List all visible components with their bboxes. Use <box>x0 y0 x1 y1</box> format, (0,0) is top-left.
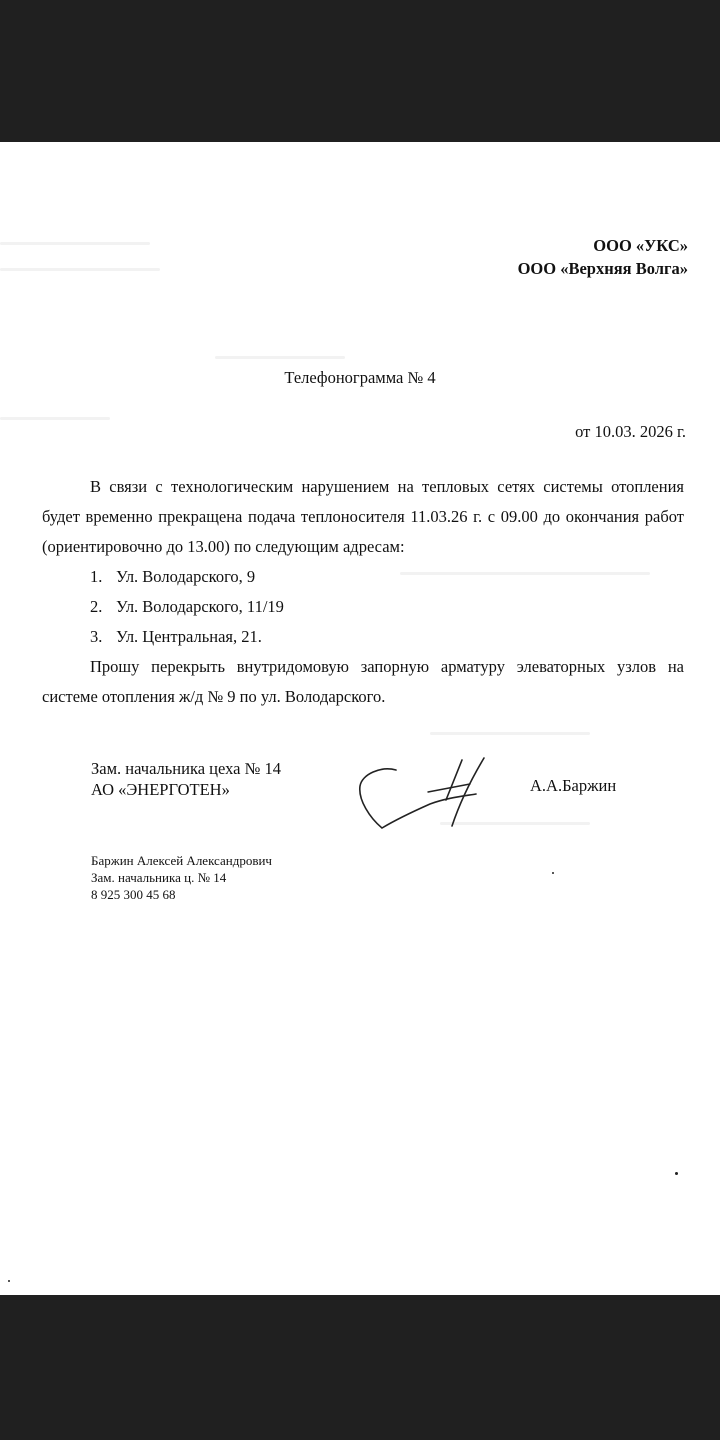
document-page <box>0 142 720 1295</box>
address-item <box>42 622 684 652</box>
recipient-2: ООО «Верхняя Волга» <box>517 259 688 278</box>
signer-block <box>91 758 281 800</box>
address-text: Ул. Центральная, 21. <box>116 627 262 646</box>
contact-phone: 8 925 300 45 68 <box>91 887 176 902</box>
speck <box>675 1172 678 1175</box>
contact-block <box>91 852 272 903</box>
contact-full-name: Баржин Алексей Александрович <box>91 853 272 868</box>
recipient-1: ООО «УКС» <box>593 236 688 255</box>
bleed-through-mark <box>0 268 160 271</box>
bottom-dark-bar <box>0 1295 720 1440</box>
document-title: Телефонограмма № 4 <box>284 368 436 387</box>
signer-organization: АО «ЭНЕРГОТЕН» <box>91 780 230 799</box>
signer-name: А.А.Баржин <box>530 776 617 795</box>
address-number: 1. <box>90 567 103 586</box>
address-item <box>42 592 684 622</box>
handwritten-signature <box>356 756 492 832</box>
address-text: Ул. Володарского, 9 <box>116 567 256 586</box>
address-number: 2. <box>90 597 103 616</box>
address-item <box>42 562 684 592</box>
bleed-through-mark <box>430 732 590 735</box>
address-text: Ул. Володарского, 11/19 <box>116 597 284 616</box>
request-paragraph: Прошу перекрыть внутридомовую запорную арматуру элеваторных узлов на системе отопления ж/д № 9 по ул. Володарского. <box>42 657 684 706</box>
contact-position: Зам. начальника ц. № 14 <box>91 870 227 885</box>
document-date: от 10.03. 2026 г. <box>575 422 686 441</box>
document-body <box>42 472 684 712</box>
address-number: 3. <box>90 627 103 646</box>
bleed-through-mark <box>215 356 345 359</box>
recipients-block <box>518 234 688 280</box>
speck <box>8 1280 10 1282</box>
signer-position: Зам. начальника цеха № 14 <box>91 759 281 778</box>
bleed-through-mark <box>0 417 110 420</box>
speck <box>552 872 554 874</box>
intro-paragraph: В связи с технологическим нарушением на тепловых сетях системы отопления будет временно прекращена подача теплоносителя 11.03.26 г. с 09.00 до окончания работ (ориентировочно до 13.00) по следующим адресам: <box>42 477 684 556</box>
bleed-through-mark <box>0 242 150 245</box>
top-dark-bar <box>0 0 720 142</box>
